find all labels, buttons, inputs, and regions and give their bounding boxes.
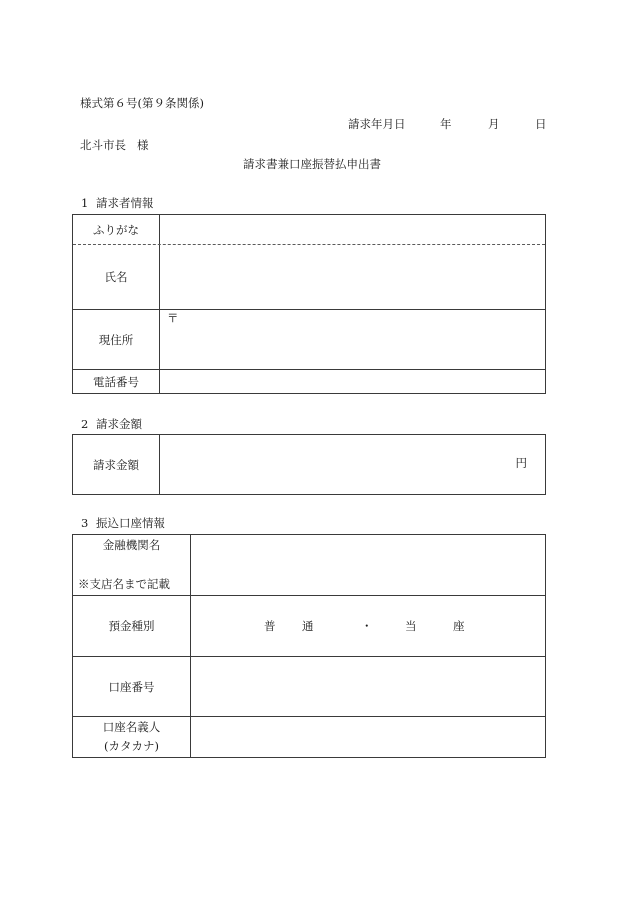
claimant-info-table <box>72 214 546 394</box>
section-title: 請求者情報 <box>96 196 154 210</box>
name-label: 氏名 <box>104 270 128 284</box>
day-label: 日 <box>535 117 547 131</box>
postal-mark: 〒 <box>167 311 179 325</box>
furigana-row <box>73 215 545 245</box>
account-holder-value-cell <box>191 717 545 757</box>
bank-value-cell <box>191 535 545 595</box>
section-number: 3 <box>81 516 89 530</box>
bank-label-cell <box>73 535 191 595</box>
form-number: 様式第６号(第９条関係) <box>80 96 204 110</box>
account-holder-row <box>73 717 545 757</box>
furigana-label: ふりがな <box>93 222 139 237</box>
amount-label: 請求金額 <box>93 457 139 472</box>
furigana-label-cell <box>73 215 160 244</box>
name-label-cell <box>73 245 160 309</box>
amount-value-cell <box>160 435 545 494</box>
amount-table <box>72 434 546 495</box>
account-number-value-cell <box>191 657 545 716</box>
deposit-type-ordinary: 普通 <box>264 619 340 633</box>
deposit-type-value-cell <box>191 596 545 656</box>
deposit-type-label-cell <box>73 596 191 656</box>
deposit-type-label: 預金種別 <box>108 619 155 633</box>
amount-row <box>73 435 545 494</box>
furigana-value-cell <box>160 215 545 244</box>
name-value-cell <box>160 245 545 309</box>
phone-row <box>73 370 545 393</box>
section-number: 1 <box>81 196 89 210</box>
request-date-label: 請求年月日 <box>348 117 406 131</box>
account-number-row <box>73 657 545 717</box>
section-title: 振込口座情報 <box>96 516 165 530</box>
account-holder-label-cell <box>73 717 191 757</box>
bank-row <box>73 535 545 596</box>
address-label: 現住所 <box>98 332 134 347</box>
address-value-cell <box>160 310 545 369</box>
month-label: 月 <box>488 117 500 131</box>
deposit-type-row <box>73 596 545 657</box>
account-holder-note: (カタカナ) <box>104 739 159 753</box>
document-title: 請求書兼口座振替払申出書 <box>243 157 381 171</box>
name-row <box>73 245 545 310</box>
phone-value-cell <box>160 370 545 393</box>
section-number: 2 <box>81 417 89 431</box>
bank-label: 金融機関名 <box>102 538 161 552</box>
address-label-cell <box>73 310 160 369</box>
account-holder-label: 口座名義人 <box>102 720 161 734</box>
honorific: 様 <box>137 138 149 152</box>
deposit-type-current: 当座 <box>405 619 501 633</box>
address-row <box>73 310 545 370</box>
year-label: 年 <box>440 117 452 131</box>
phone-label: 電話番号 <box>93 374 139 389</box>
account-number-label-cell <box>73 657 191 716</box>
deposit-type-separator: ・ <box>361 619 373 633</box>
account-number-label: 口座番号 <box>108 679 155 694</box>
bank-note: ※支店名まで記載 <box>78 577 170 591</box>
addressee: 北斗市長 <box>80 138 126 152</box>
section-title: 請求金額 <box>96 417 142 431</box>
amount-label-cell <box>73 435 160 494</box>
phone-label-cell <box>73 370 160 393</box>
account-info-table <box>72 534 546 758</box>
yen-unit: 円 <box>515 456 527 470</box>
